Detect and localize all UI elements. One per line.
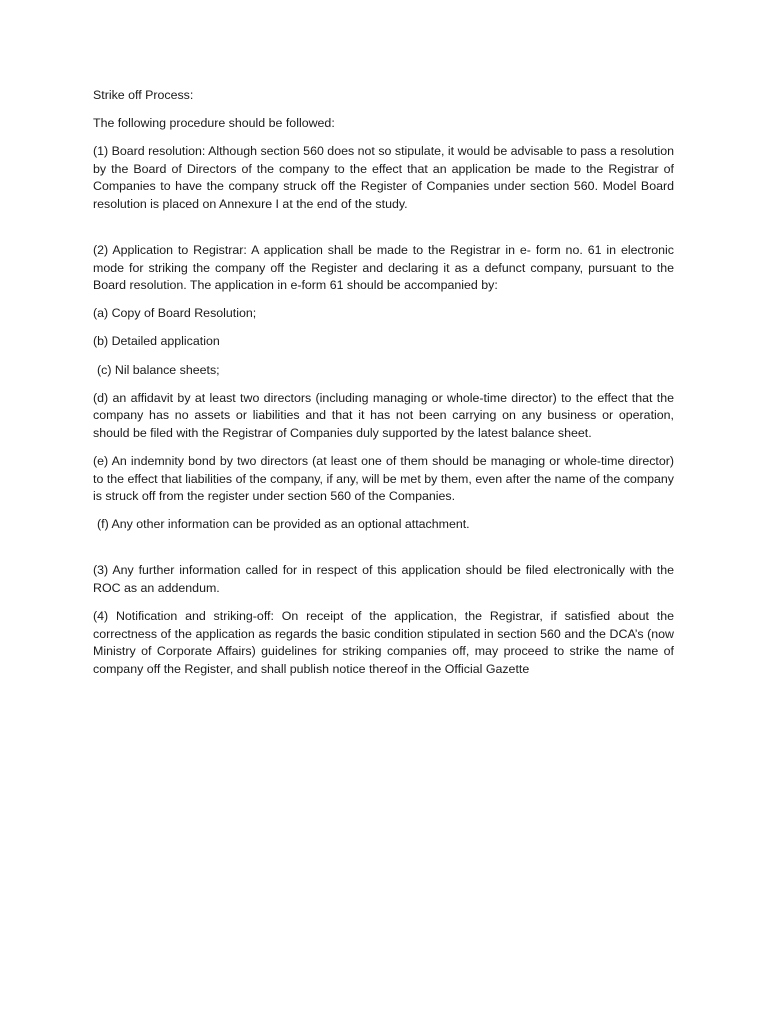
step-4-notification: (4) Notification and striking-off: On receipt of the application, the Registrar, if satisfied about the correctness of the application as regards the basic condition stipulated in section 560 and the DCA’s (now Ministry of Corporate Affairs) guidelines for striking companies off, may proceed to strike the name of company off the Register, and shall publish notice thereof in the Official Gazette — [93, 608, 674, 676]
list-item-a: (a) Copy of Board Resolution; — [93, 306, 257, 321]
step-3-further-information: (3) Any further information called for in respect of this application should be filed electronically with the ROC as an addendum. — [93, 563, 674, 595]
list-item-d: (d) an affidavit by at least two directors (including managing or whole-time director) to the effect that the company has no assets or liabilities and that it has not been carrying on any business or operation, should be filed with the Registrar of Companies duly supported by the latest balance sheet. — [93, 390, 674, 440]
list-item-e: (e) An indemnity bond by two directors (at least one of them should be managing or whole-time director) to the effect that liabilities of the company, if any, will be met by them, even after the name of the company is struck off from the register under section 560 of the Companies. — [93, 453, 674, 504]
document-page — [93, 87, 674, 689]
step-1-board-resolution: (1) Board resolution: Although section 560 does not so stipulate, it would be advisable to pass a resolution by the Board of Directors of the company to the effect that an application be made to the Registrar of Companies to have the company struck off the Register of Companies under section 560. Model Board resolution is placed on Annexure I at the end of the study. — [93, 144, 674, 211]
document-heading: Strike off Process: — [93, 88, 194, 102]
paragraph-gap — [93, 224, 674, 242]
step-2-application-to-registrar: (2) Application to Registrar: A application shall be made to the Registrar in e- form no. 61 in electronic mode for striking the company off the Register and declaring it as a defunct company, pursuant to the Board resolution. The application in e-form 61 should be accompanied by: — [93, 243, 674, 293]
paragraph-gap — [93, 544, 674, 562]
document-intro: The following procedure should be followed: — [93, 116, 335, 131]
list-item-f: (f) Any other information can be provided as an optional attachment. — [97, 517, 470, 532]
list-item-c: (c) Nil balance sheets; — [97, 362, 220, 377]
list-item-b: (b) Detailed application — [93, 334, 220, 349]
